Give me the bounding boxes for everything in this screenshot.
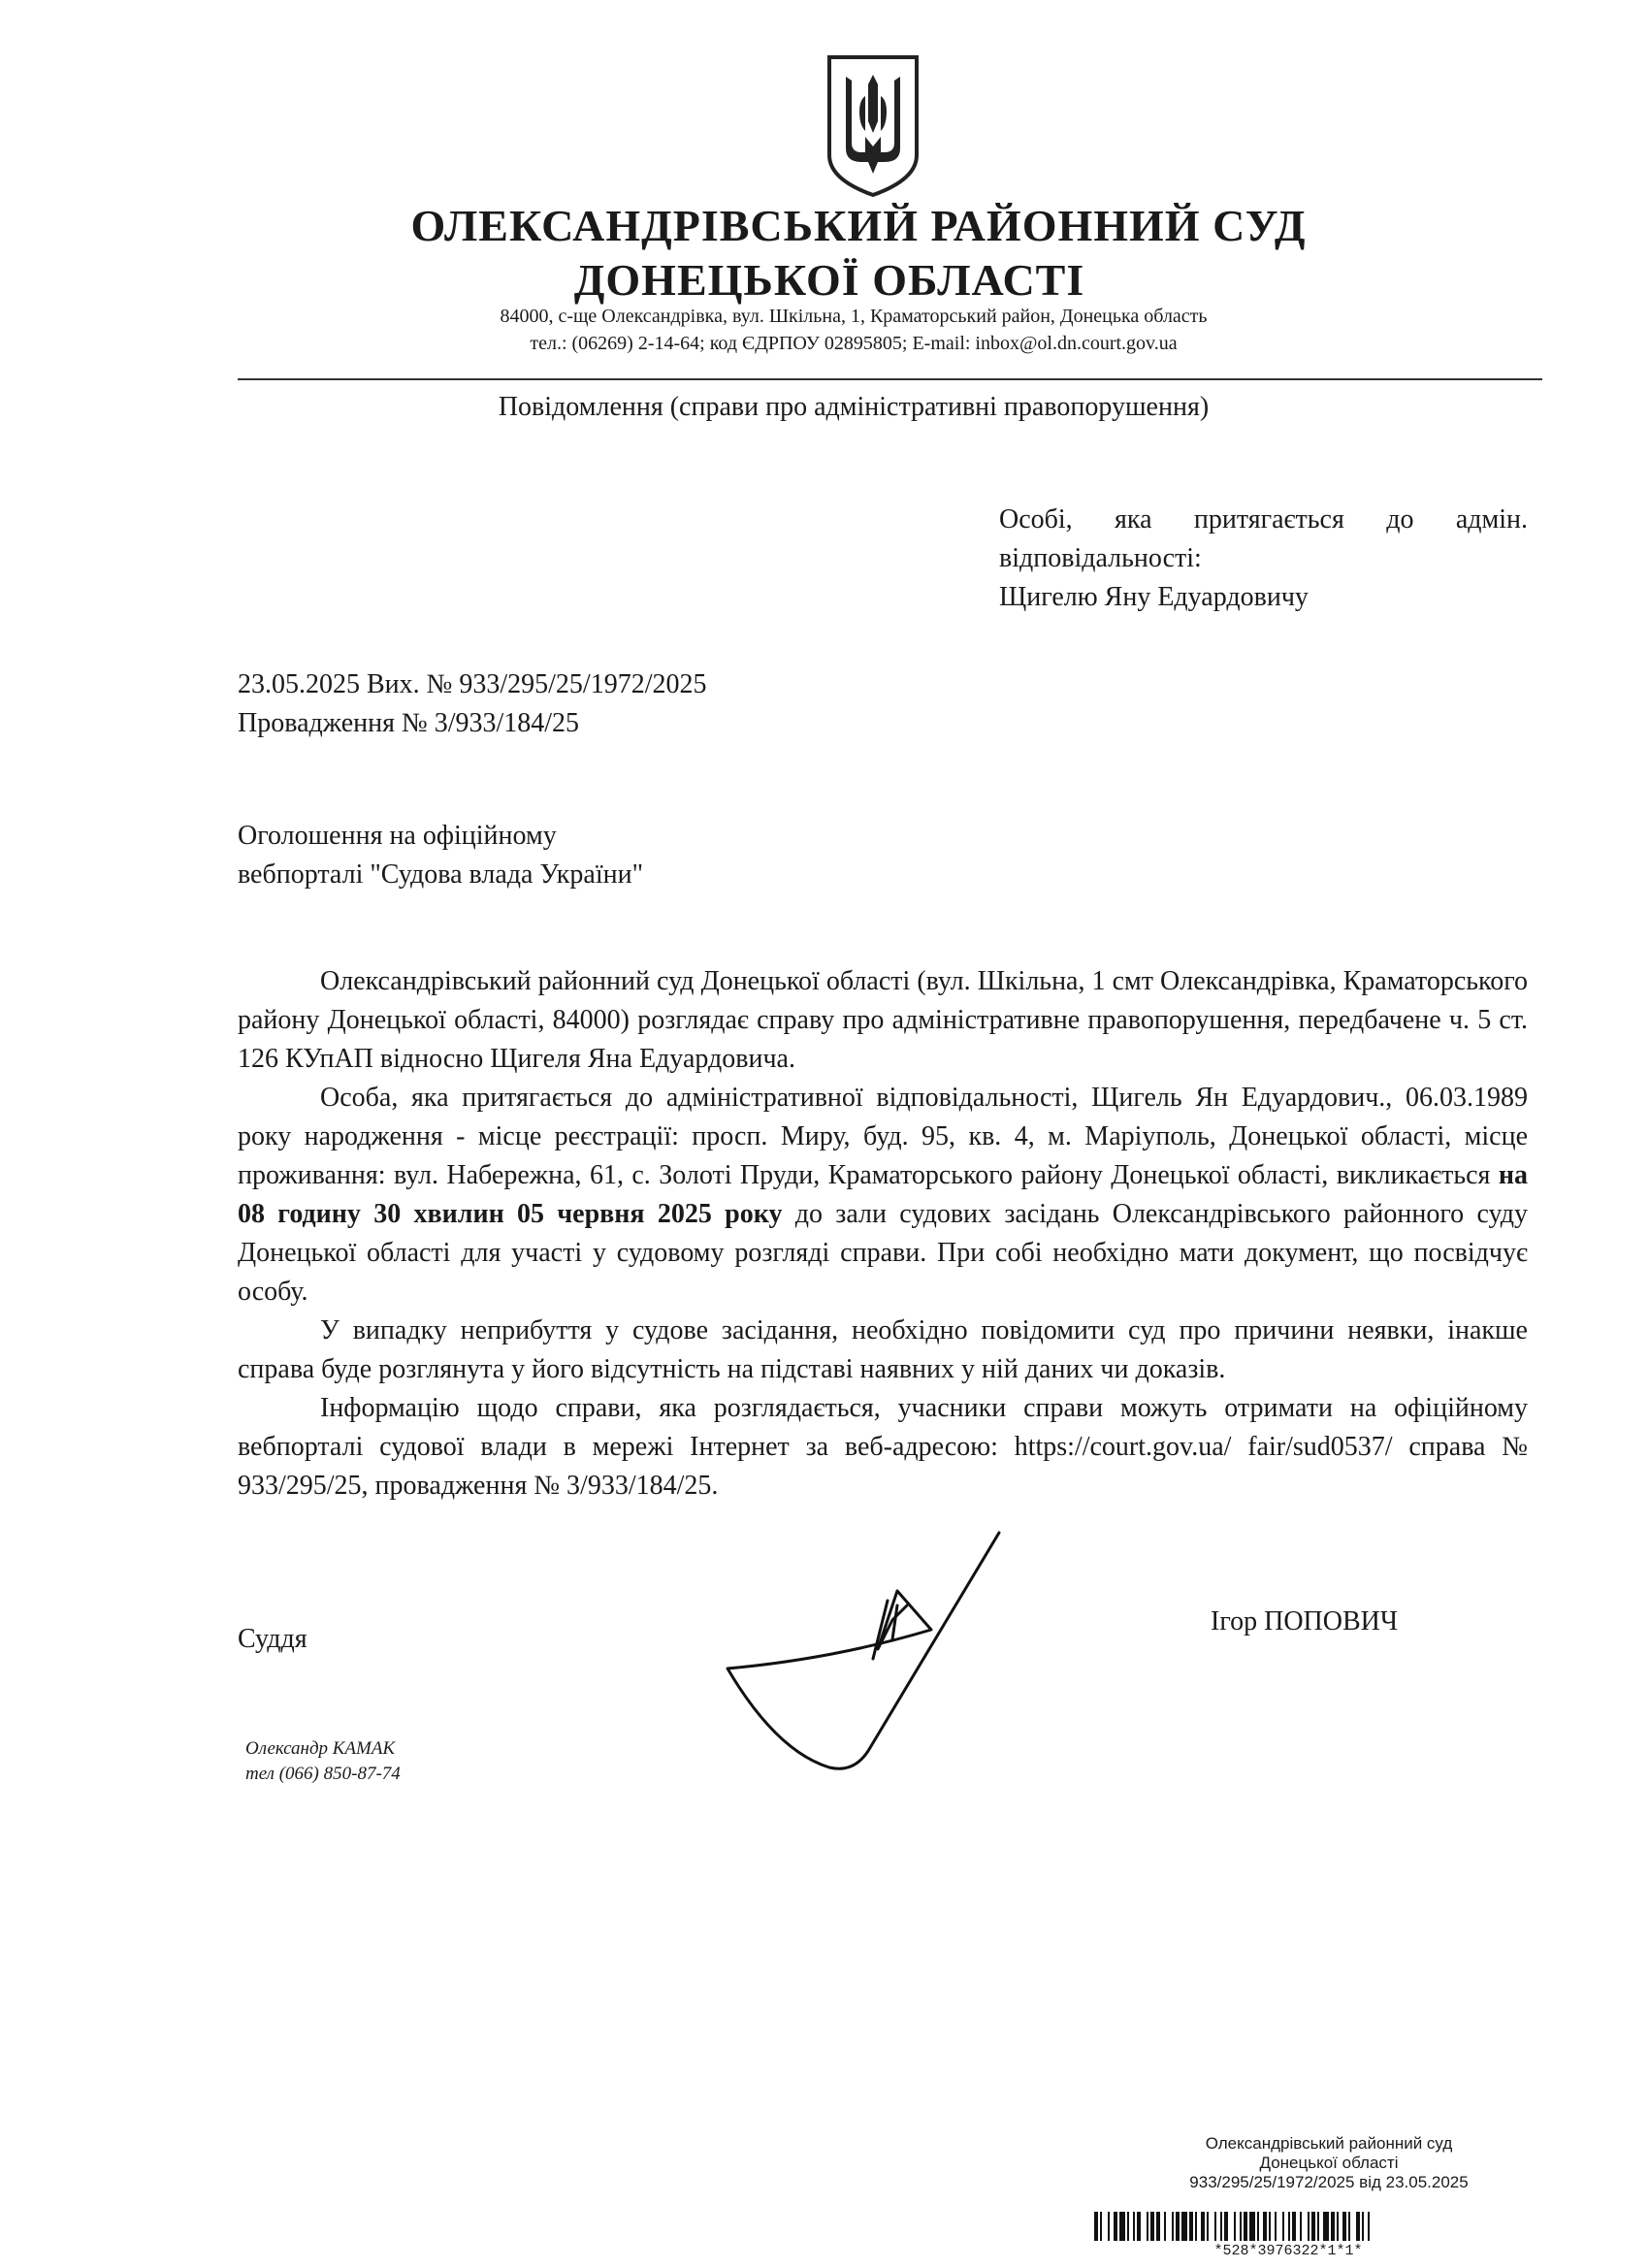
document-type: Повідомлення (справи про адміністративні правопорушення)	[498, 392, 1210, 422]
recipient-name: Щигелю Яну Едуардовичу	[999, 582, 1309, 612]
barcode	[1094, 2212, 1482, 2241]
court-title-line1: ОЛЕКСАНДРІВСЬКИЙ РАЙОННИЙ СУД	[410, 201, 1307, 250]
stamp-line3: 933/295/25/1972/2025 від 23.05.2025	[1189, 2173, 1469, 2191]
address-line: 84000, с-ще Олександрівка, вул. Шкільна, 1, Краматорський район, Донецька область	[500, 306, 1208, 327]
executor-phone: тел (066) 850-87-74	[245, 1764, 401, 1784]
recipient-block	[999, 501, 1528, 617]
body-p2-text-end: до зали судових засідань Олександрівського районного суду Донецької області для участі у судовому розгляді справи. При собі необхідно мати документ, що посвідчує особу.	[238, 1199, 1528, 1307]
stamp-line2: Донецької області	[1259, 2154, 1399, 2172]
barcode-text: *528*3976322*1*1*	[1213, 2243, 1363, 2259]
court-address	[0, 303, 1649, 357]
header-divider	[238, 378, 1542, 380]
outgoing-meta	[238, 665, 707, 743]
court-title-line2: ДОНЕЦЬКОЇ ОБЛАСТІ	[573, 255, 1085, 305]
barcode-bar	[1370, 2212, 1374, 2241]
stamp-line1: Олександрівський районний суд	[1205, 2134, 1453, 2153]
body-paragraph-3: У випадку неприбуття у судове засідання, необхідно повідомити суд про причини неявки, інакше справа буде розглянута у його відсутність на підставі наявних у ній даних чи доказів.	[238, 1315, 1528, 1384]
body-paragraph-1: Олександрівський районний суд Донецької області (вул. Шкільна, 1 смт Олександрівка, Краматорського району Донецької області, 84000) розглядає справу про адміністративне правопорушення, передбачене ч. 5 ст. 126 КУпАП відносно Щигеля Яна Едуардовича.	[238, 966, 1528, 1074]
body-p2-text: Особа, яка притягається до адміністративної відповідальності, Щигель Ян Едуардович., 06.03.1989 року народження - місце реєстрації: просп. Миру, буд. 95, кв. 4, м. Маріуполь, Донецької області, місце проживання: вул. Набережна, 61, с. Золоті Пруди, Краматорського району Донецької області, викликається	[238, 1083, 1528, 1190]
notice-body	[238, 962, 1528, 1506]
executor-name: Олександр КАМАК	[245, 1738, 396, 1759]
recipient-line2: відповідальності:	[999, 543, 1202, 573]
body-paragraph-4: Інформацію щодо справи, яка розглядається, учасники справи можуть отримати на офіційному вебпорталі судової влади в мережі Інтернет за веб-адресою: https://court.gov.ua/ fair/sud0537/ справа № 933/295/25, провадження № 3/933/184/25.	[238, 1393, 1528, 1501]
notice-title	[238, 817, 643, 894]
notice-title-line1: Оголошення на офіційному	[238, 821, 557, 851]
recipient-line1: Особі, яка притягається до адмін.	[999, 504, 1528, 535]
court-title	[0, 199, 1649, 308]
hearing-datetime: на 08 годину 30 хвилин 05 червня 2025 року	[238, 1160, 1528, 1229]
outgoing-number: 23.05.2025 Вих. № 933/295/25/1972/2025	[238, 669, 707, 699]
coat-of-arms-icon	[824, 53, 922, 199]
judge-name: Ігор ПОПОВИЧ	[1211, 1606, 1399, 1636]
registration-stamp	[1145, 2134, 1513, 2192]
body-paragraph-2	[238, 1079, 1528, 1312]
handwritten-signature	[698, 1513, 1038, 1804]
judge-label: Суддя	[238, 1624, 307, 1654]
notice-title-line2: вебпорталі "Судова влада України"	[238, 859, 644, 890]
executor-block	[245, 1736, 401, 1787]
proceeding-number: Провадження № 3/933/184/25	[238, 708, 580, 738]
contacts-line: тел.: (06269) 2-14-64; код ЄДРПОУ 02895805; E-mail: inbox@ol.dn.court.gov.ua	[530, 333, 1178, 354]
